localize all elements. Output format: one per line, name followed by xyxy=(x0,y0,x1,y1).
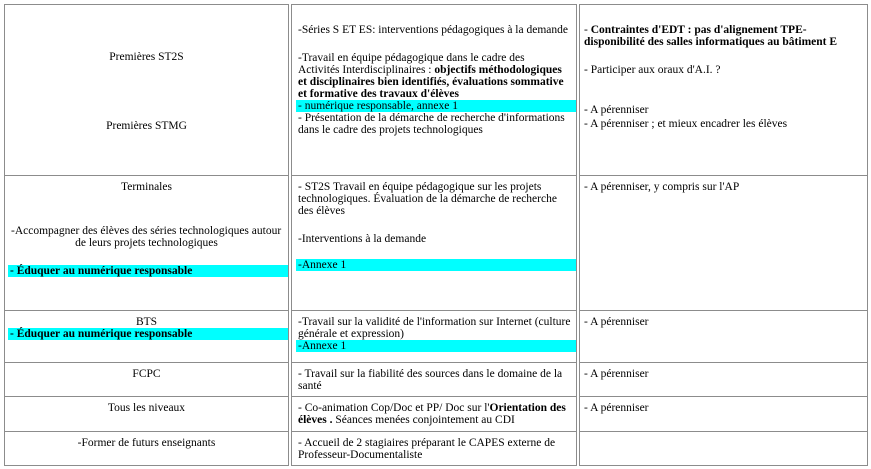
highlighted-objective: - Éduquer au numérique responsable xyxy=(8,265,288,277)
table-row xyxy=(4,176,867,311)
remarks-cell xyxy=(579,4,868,176)
action-text: santé xyxy=(298,380,322,392)
highlighted-objective: - Éduquer au numérique responsable xyxy=(8,328,288,340)
objective-text: de leurs projets technologiques xyxy=(75,237,218,249)
action-text: - ST2S Travail en équipe pédagogique sur les projets xyxy=(298,181,542,193)
highlighted-annex-text: -Annexe 1 xyxy=(296,259,576,271)
actions-cell xyxy=(291,4,577,176)
remark-text: - A pérenniser ; et mieux encadrer les élèves xyxy=(584,118,788,130)
level-cell xyxy=(5,397,289,432)
action-text: - Présentation de la démarche de recherche d'informations xyxy=(298,112,565,124)
action-text: -Travail sur la validité de l'information sur Internet (culture xyxy=(298,316,571,328)
action-text: - Co-animation Cop/Doc et PP/ Doc sur l'Orientation des xyxy=(298,402,566,414)
table-row xyxy=(4,4,867,176)
action-text: des élèves xyxy=(298,205,345,217)
level-label: Premières STMG xyxy=(106,120,187,132)
level-cell xyxy=(5,176,289,311)
remarks-cell xyxy=(579,397,868,432)
remark-text: - A pérenniser, y compris sur l'AP xyxy=(584,181,740,193)
actions-cell xyxy=(291,397,577,432)
level-label: BTS xyxy=(135,316,158,328)
action-text: et formative des travaux d'élèves xyxy=(298,88,459,100)
actions-cell xyxy=(291,363,577,397)
remarks-cell xyxy=(579,432,868,466)
table-row xyxy=(4,311,867,363)
remark-text: - A pérenniser xyxy=(584,368,649,380)
level-cell xyxy=(5,4,289,176)
action-text: Professeur-Documentaliste xyxy=(298,449,423,461)
remarks-cell xyxy=(579,311,868,363)
action-text: et disciplinaires bien identifiés, évaluations sommative xyxy=(298,76,564,88)
action-text: -Séries S ET ES: interventions pédagogiques à la demande xyxy=(298,24,568,36)
remark-text: - Participer aux oraux d'A.I. ? xyxy=(584,64,721,76)
pedagogical-actions-table xyxy=(4,4,867,466)
level-label: FCPC xyxy=(132,368,161,380)
action-text: dans le cadre des projets technologiques xyxy=(298,124,483,136)
actions-cell xyxy=(291,432,577,466)
level-label: Premières ST2S xyxy=(109,51,184,63)
level-cell xyxy=(5,311,289,363)
level-label: Tous les niveaux xyxy=(107,402,186,414)
table-row xyxy=(4,363,867,397)
remark-text: - A pérenniser xyxy=(584,316,649,328)
level-cell xyxy=(5,363,289,397)
actions-cell xyxy=(291,311,577,363)
level-label: -Former de futurs enseignants xyxy=(77,437,216,449)
remarks-cell xyxy=(579,363,868,397)
action-text: - Travail sur la fiabilité des sources dans le domaine de la xyxy=(298,368,563,380)
highlighted-annex-text: - numérique responsable, annexe 1 xyxy=(296,100,576,112)
objective-text: -Accompagner des élèves des séries technologiques autour xyxy=(11,225,282,237)
action-text: élèves . Séances menées conjointement au CDI xyxy=(298,414,515,426)
table-row xyxy=(4,432,867,466)
action-text: - Accueil de 2 stagiaires préparant le CAPES externe de xyxy=(298,437,556,449)
level-label: Terminales xyxy=(121,181,172,193)
highlighted-annex-text: -Annexe 1 xyxy=(296,340,576,352)
table-row xyxy=(4,397,867,432)
level-cell xyxy=(5,432,289,466)
actions-cell xyxy=(291,176,577,311)
action-text: technologiques. Évaluation de la démarche de recherche xyxy=(298,193,557,205)
remarks-cell xyxy=(579,176,868,311)
remark-text: - Contraintes d'EDT : pas d'alignement TPE- xyxy=(584,24,807,36)
remark-text: - A pérenniser xyxy=(584,402,649,414)
action-text: -Travail en équipe pédagogique dans le cadre des xyxy=(298,52,525,64)
remark-text: disponibilité des salles informatiques au bâtiment E xyxy=(584,36,838,48)
action-text: générale et expression) xyxy=(298,328,405,340)
action-text: Activités Interdisciplinaires : objectifs méthodologiques xyxy=(298,64,562,76)
action-text: -Interventions à la demande xyxy=(298,233,427,245)
remark-text: - A pérenniser xyxy=(584,104,649,116)
